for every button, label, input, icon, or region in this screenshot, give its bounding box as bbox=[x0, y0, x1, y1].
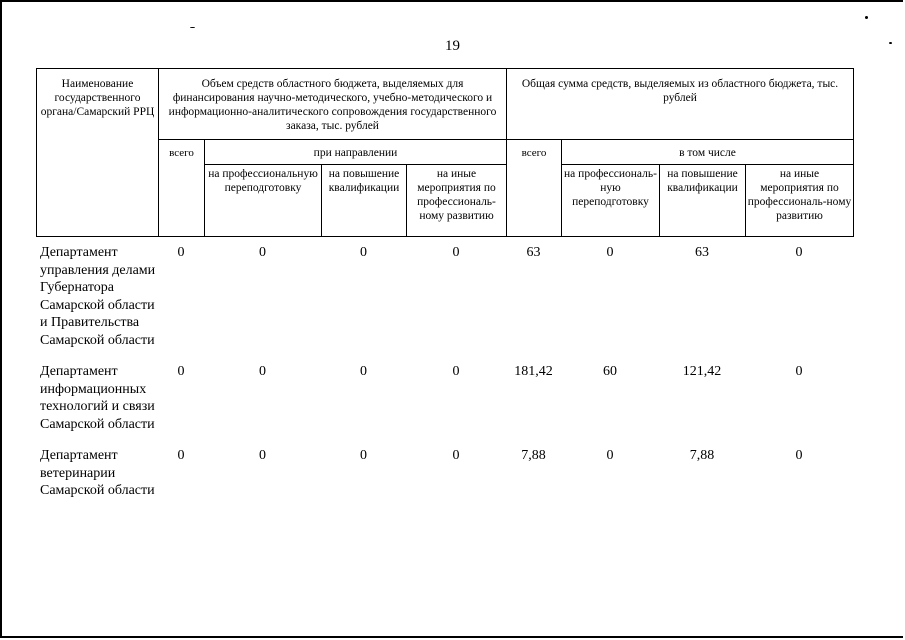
cell-g1-retraining: 0 bbox=[259, 448, 266, 463]
scan-speck bbox=[190, 27, 195, 28]
cell-g1-other: 0 bbox=[452, 245, 460, 260]
cell-g2-retraining: 60 bbox=[603, 364, 617, 379]
cell-g2-other: 0 bbox=[795, 448, 803, 463]
header-g2-other: на иные мероприятия по профессиональ-ному развитию bbox=[746, 165, 854, 237]
header-g2-retraining: на профессиональ-ную переподготовку bbox=[562, 165, 660, 237]
scan-speck bbox=[865, 16, 868, 19]
header-g1-qualification: на повышение квалификации bbox=[322, 165, 407, 237]
table-row bbox=[36, 244, 853, 363]
cell-g2-qualification: 7,88 bbox=[689, 448, 715, 463]
cell-g2-other: 0 bbox=[795, 245, 803, 260]
cell-g1-qualification: 0 bbox=[360, 245, 367, 260]
cell-g1-retraining: 0 bbox=[259, 245, 266, 260]
cell-g1-retraining: 0 bbox=[259, 364, 266, 379]
cell-g1-total: 0 bbox=[177, 245, 185, 260]
header-g1-retraining: на профессиональную переподготовку bbox=[205, 165, 322, 237]
header-group-budget-methodical: Объем средств областного бюджета, выделяемых для финансирования научно-методического, учебно-методического и информационно-аналитического сопровождения государственного заказа, тыс. рублей bbox=[159, 69, 507, 140]
cell-g2-retraining: 0 bbox=[606, 448, 614, 463]
header-g1-other: на иные мероприятия по профессиональ-ному развитию bbox=[407, 165, 507, 237]
cell-g1-other: 0 bbox=[452, 448, 460, 463]
table-row bbox=[36, 363, 853, 447]
table-body bbox=[36, 244, 853, 514]
org-name: Департамент управления делами Губернатора Самарской области и Правительства Самарской области bbox=[40, 245, 156, 348]
cell-g2-total: 7,88 bbox=[521, 448, 546, 463]
cell-g2-qualification: 121,42 bbox=[682, 364, 722, 379]
header-org-name: Наименование государственного органа/Самарский РРЦ bbox=[37, 69, 159, 237]
cell-g1-other: 0 bbox=[452, 364, 460, 379]
header-g2-total: всего bbox=[507, 140, 562, 237]
cell-g2-qualification: 63 bbox=[695, 245, 709, 260]
cell-g2-total: 181,42 bbox=[514, 364, 553, 379]
cell-g2-total: 63 bbox=[526, 245, 541, 260]
cell-g1-total: 0 bbox=[177, 364, 185, 379]
cell-g2-other: 0 bbox=[795, 364, 803, 379]
header-g1-total: всего bbox=[159, 140, 205, 237]
header-g2-including: в том числе bbox=[562, 140, 854, 165]
cell-g1-total: 0 bbox=[177, 448, 185, 463]
header-g1-direction: при направлении bbox=[205, 140, 507, 165]
header-g2-qualification: на повышение квалификации bbox=[660, 165, 746, 237]
cell-g1-qualification: 0 bbox=[360, 448, 367, 463]
cell-g2-retraining: 0 bbox=[606, 245, 614, 260]
org-name: Департамент ветеринарии Самарской области bbox=[40, 448, 155, 498]
org-name: Департамент информационных технологий и связи Самарской области bbox=[40, 364, 155, 432]
page-number: 19 bbox=[445, 38, 460, 54]
header-group-total-budget: Общая сумма средств, выделяемых из областного бюджета, тыс. рублей bbox=[507, 69, 854, 140]
table-header bbox=[36, 68, 854, 237]
table-row bbox=[36, 447, 853, 514]
cell-g1-qualification: 0 bbox=[360, 364, 367, 379]
